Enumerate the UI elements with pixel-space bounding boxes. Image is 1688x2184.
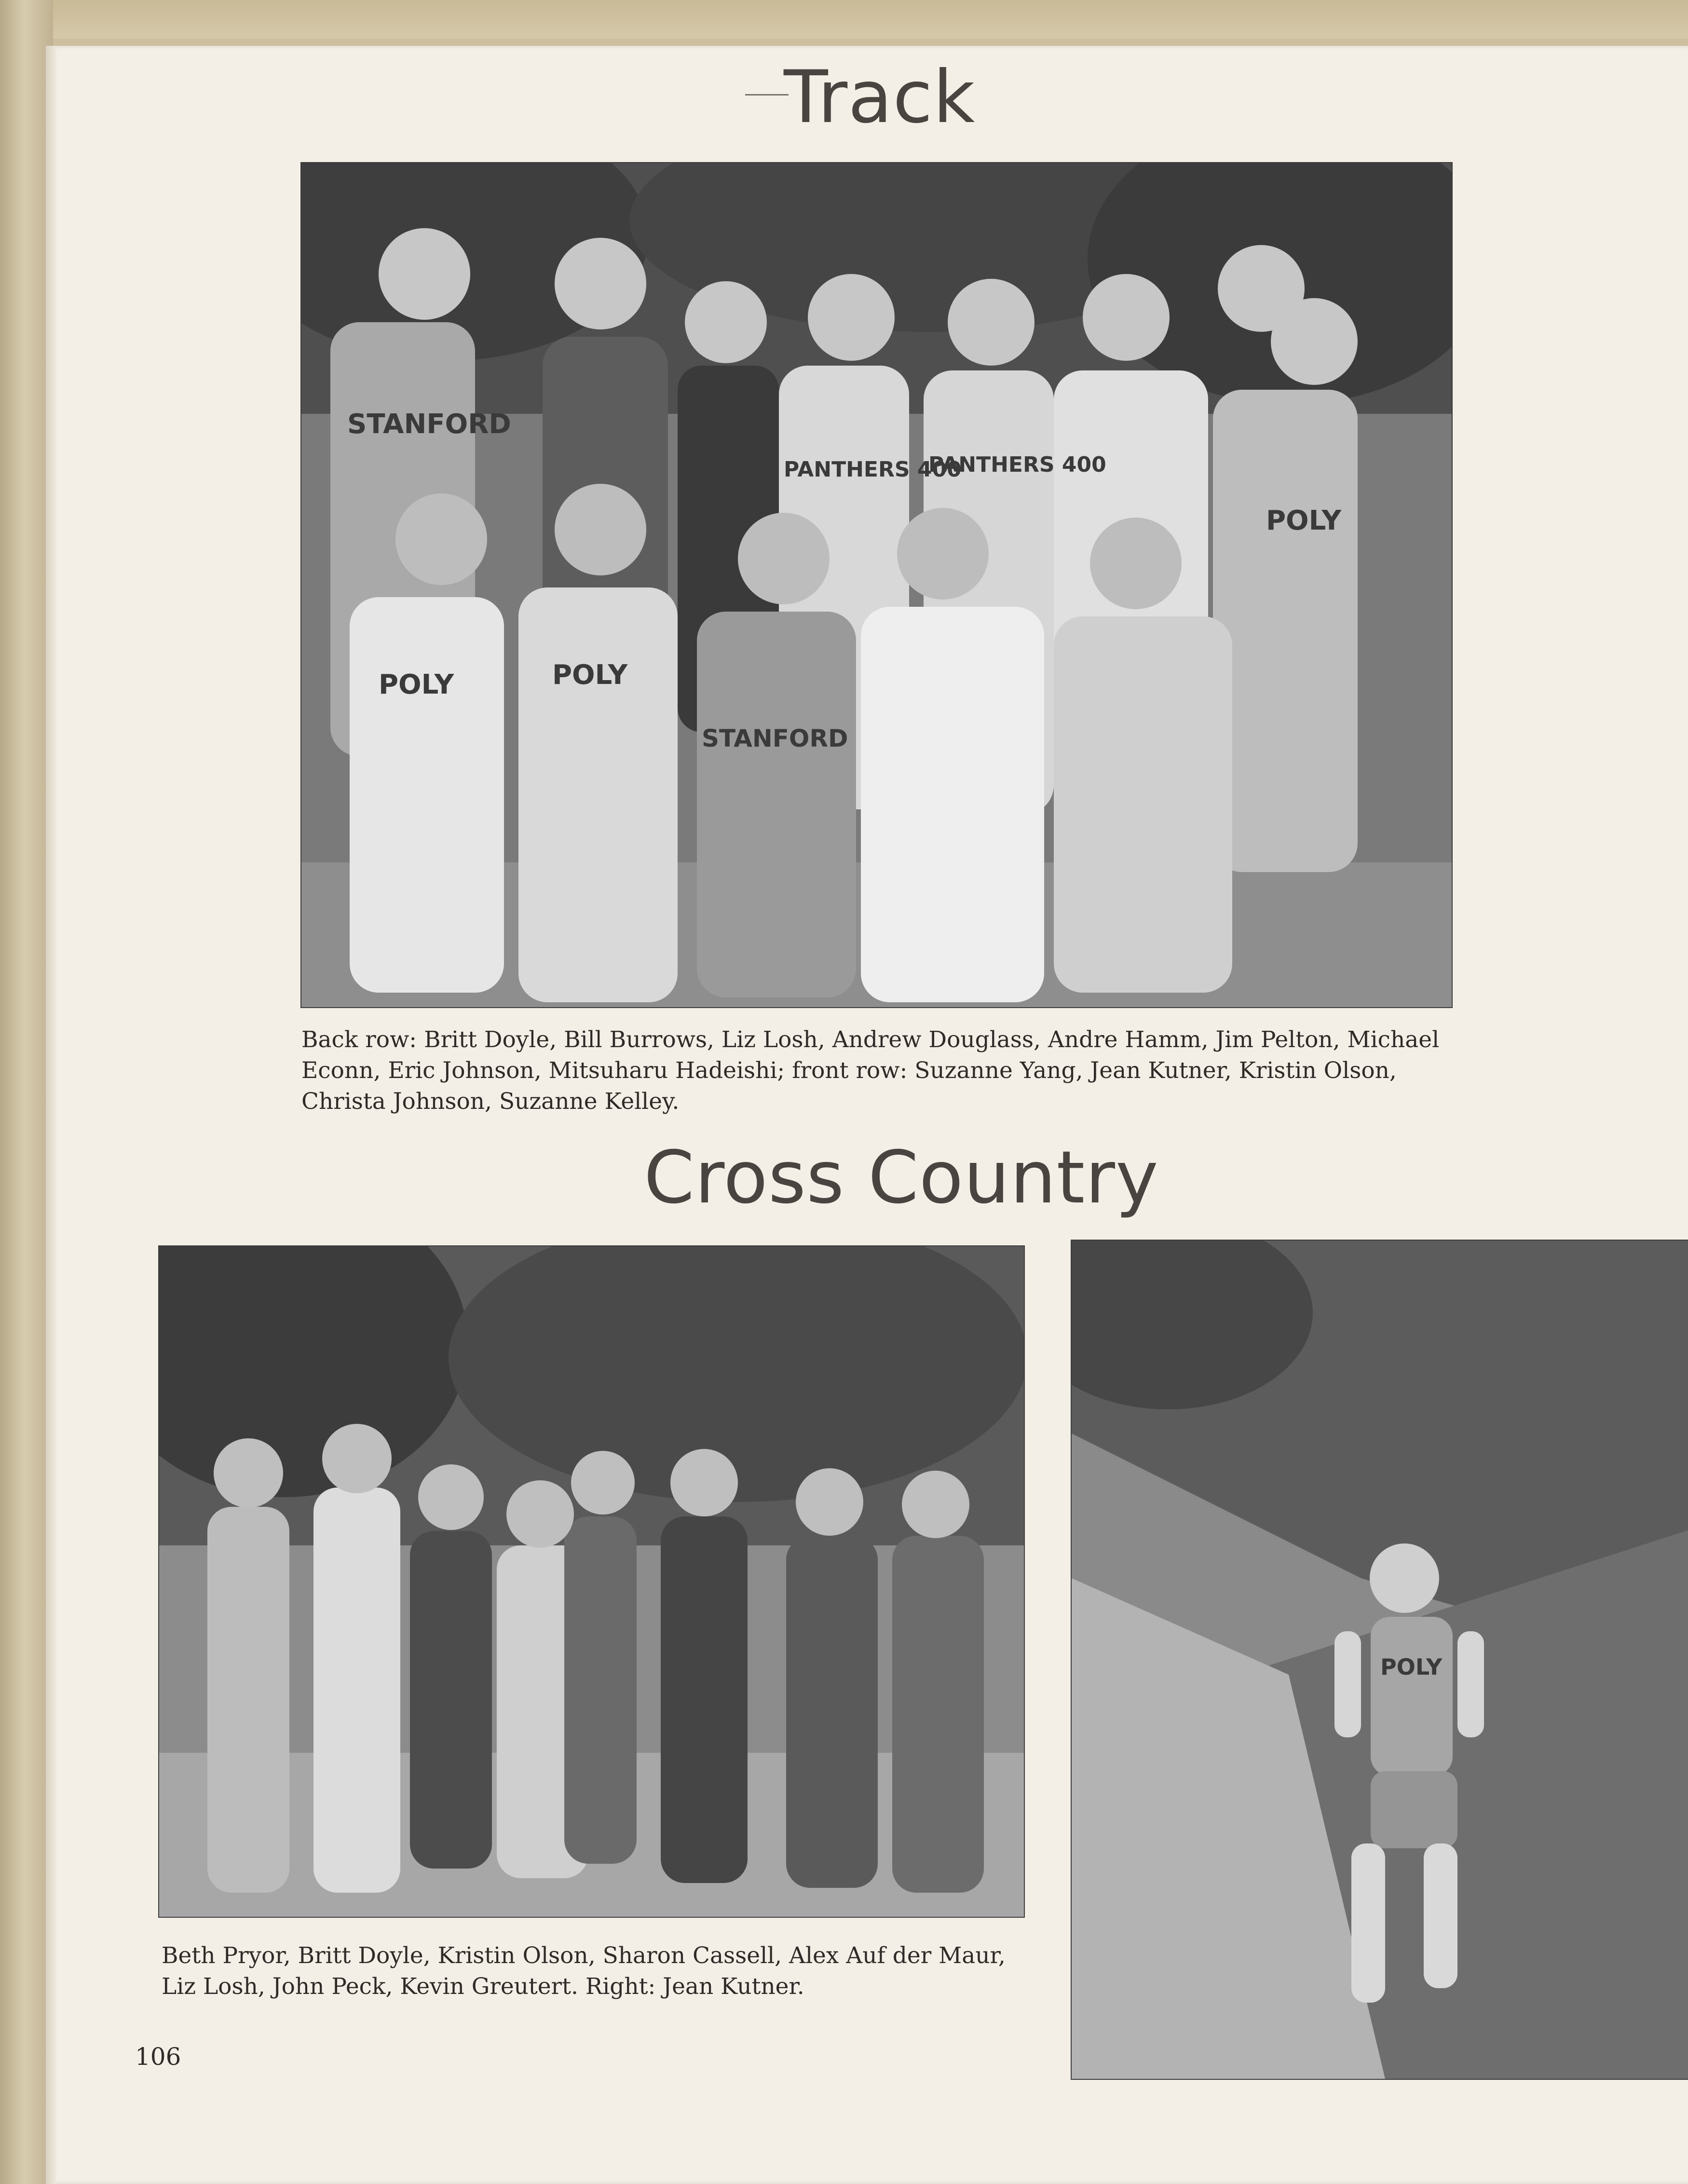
cross-country-runner-photo-image: [1072, 1241, 1688, 2079]
page-number: 106: [135, 2043, 181, 2071]
svg-text:STANFORD: STANFORD: [702, 724, 848, 752]
heading-rule: [745, 94, 789, 96]
svg-text:POLY: POLY: [1380, 1654, 1443, 1680]
track-team-photo: [300, 162, 1453, 1008]
cross-country-group-photo: [158, 1245, 1025, 1918]
track-team-photo-image: [301, 163, 1452, 1007]
svg-text:POLY: POLY: [1266, 505, 1342, 536]
cross-country-group-photo-image: [159, 1246, 1024, 1917]
cross-country-runner-photo: [1071, 1240, 1688, 2080]
svg-text:POLY: POLY: [379, 669, 454, 700]
track-photo-caption: Back row: Britt Doyle, Bill Burrows, Liz Losh, Andrew Douglass, Andre Hamm, Jim Pelton, Michael Econn, Eric Johnson, Mitsuharu Hadeishi; front row: Suzanne Yang, Jean Kutner, Kristin Olson, Christa Johnson, Suzanne Kelley.: [301, 1026, 1440, 1115]
section-heading-cross-country: Cross Country: [644, 1136, 1159, 1220]
section-heading-track: Track: [784, 55, 976, 139]
cross-country-photo-caption: Beth Pryor, Britt Doyle, Kristin Olson, Sharon Cassell, Alex Auf der Maur, Liz Losh, John Peck, Kevin Greutert. Right: Jean Kutner.: [162, 1942, 1006, 2000]
book-cover-edge-top: [0, 0, 1688, 39]
svg-text:PANTHERS 400: PANTHERS 400: [928, 452, 1106, 477]
svg-text:STANFORD: STANFORD: [347, 409, 511, 440]
book-binding: [0, 0, 53, 2184]
page-gutter: [46, 46, 56, 2184]
svg-text:POLY: POLY: [552, 659, 628, 691]
svg-text:PANTHERS 400: PANTHERS 400: [784, 457, 962, 482]
